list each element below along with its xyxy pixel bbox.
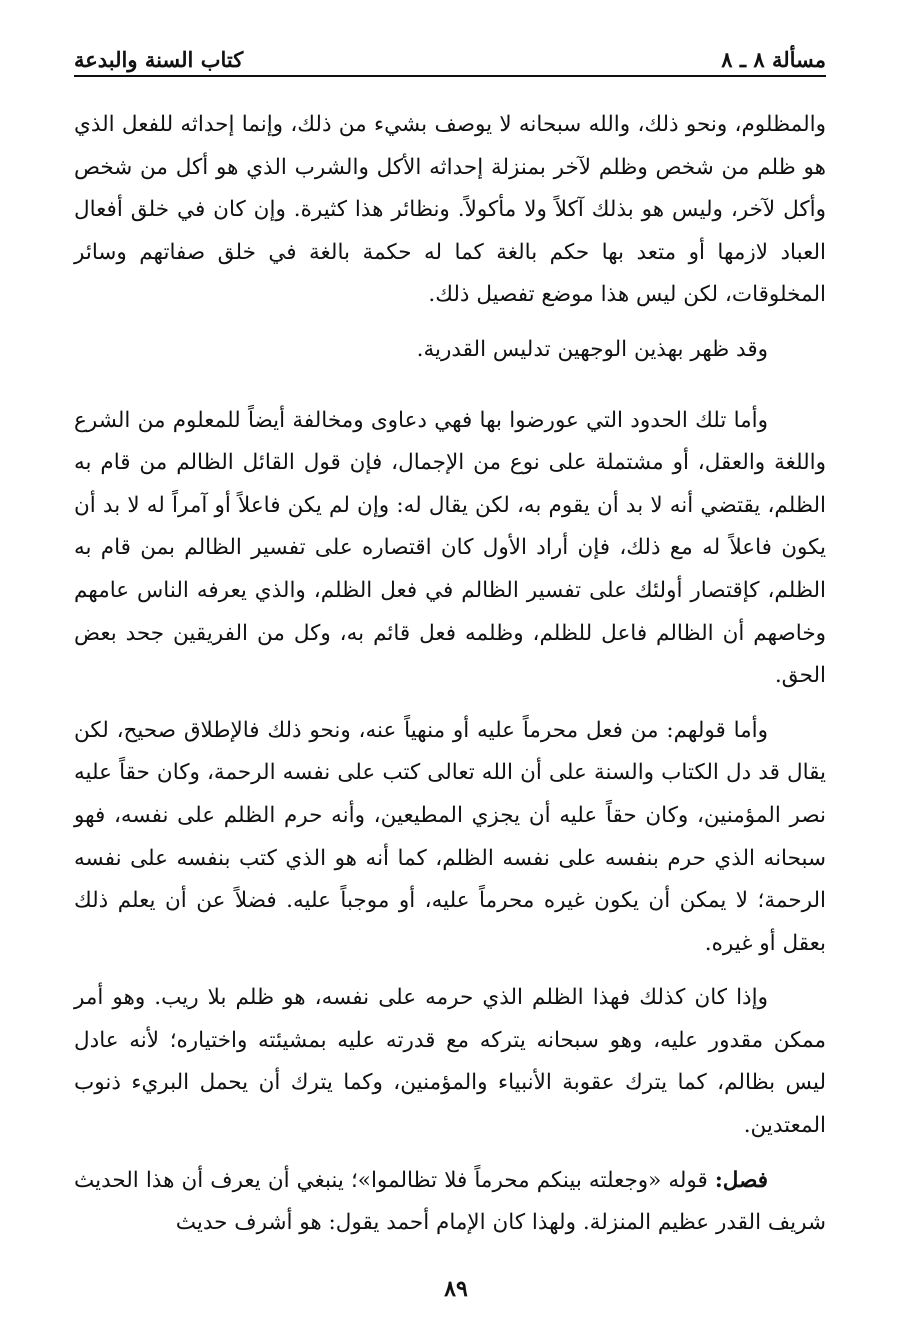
fasl-paragraph: [74, 1160, 826, 1245]
paragraph-continued: والمظلوم، ونحو ذلك، والله سبحانه لا يوصف بشيء من ذلك، وإنما إحداثه للفعل الذي هو ظلم من شخص وظلم لآخر بمنزلة إحداثه الأكل والشرب الذي هو أكل من شخص وأكل لآخر، وليس هو بذلك آكلاً ولا مأكولاً. ونظائر هذا كثيرة. وإن كان في خلق أفعال العباد لازمها أو متعد بها حكم بالغة كما له حكمة بالغة في خلق صفاتهم وسائر المخلوقات، لكن ليس هذا موضع تفصيل ذلك.: [74, 112, 826, 308]
paragraph: وأما قولهم: من فعل محرماً عليه أو منهياً عنه، ونحو ذلك فالإطلاق صحيح، لكن يقال قد دل الكتاب والسنة على أن الله تعالى كتب على نفسه الرحمة، وكان حقاً عليه نصر المؤمنين، وكان حقاً عليه أن يجزي المطيعين، وأنه حرم الظلم على نفسه، فهو سبحانه الذي حرم بنفسه على نفسه الظلم، كما أنه هو الذي كتب بنفسه على نفسه الرحمة؛ لا يمكن أن يكون غيره محرماً عليه، أو موجباً عليه. فضلاً عن أن يعلم ذلك بعقل أو غيره.: [74, 717, 826, 956]
header-book-title: كتاب السنة والبدعة: [74, 47, 244, 72]
paragraph: وأما تلك الحدود التي عورضوا بها فهي دعاوى ومخالفة أيضاً للمعلوم من الشرع واللغة والعقل، أو مشتملة على نوع من الإجمال، فإن قول القائل الظالم من قام به الظلم، يقتضي أنه لا بد أن يقوم به، لكن يقال له: وإن لم يكن فاعلاً أو آمراً له لا بد أن يكون فاعلاً له مع ذلك، فإن أراد الأول كان اقتصاره على تفسير الظالم بمن قام به الظلم، كإقتصار أولئك على تفسير الظالم في فعل الظلم، والذي يعرفه الناس عامهم وخاصهم أن الظالم فاعل للظلم، وظلمه فعل قائم به، وكل من الفريقين جحد بعض الحق.: [74, 407, 826, 689]
fasl-label: فصل:: [714, 1167, 768, 1193]
running-header: [74, 38, 826, 77]
header-section: مسألة ٨ ـ ٨: [721, 47, 826, 72]
paragraph: وقد ظهر بهذين الوجهين تدليس القدرية.: [416, 336, 768, 362]
fasl-text: قوله «وجعلته بينكم محرماً فلا تظالموا»؛ ينبغي أن يعرف أن هذا الحديث شريف القدر عظيم المنزلة. ولهذا كان الإمام أحمد يقول: هو أشرف حديث: [74, 1167, 826, 1236]
paragraph: وإذا كان كذلك فهذا الظلم الذي حرمه على نفسه، هو ظلم بلا ريب. وهو أمر ممكن مقدور عليه، وهو سبحانه يتركه مع قدرته عليه بمشيئته واختياره؛ لأنه عادل ليس بظالم، كما يترك عقوبة الأنبياء والمؤمنين، وكما يترك أن يحمل البريء ذنوب المعتدين.: [74, 985, 826, 1139]
page-number: ٨٩: [444, 1276, 468, 1302]
body-text: [74, 104, 826, 1245]
